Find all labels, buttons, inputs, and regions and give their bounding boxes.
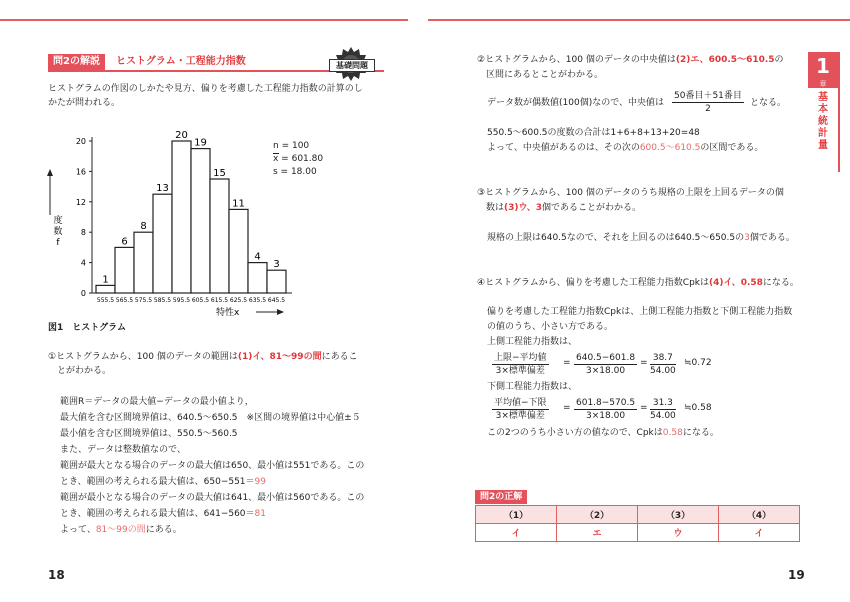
y-tick-label: 8 (80, 228, 86, 238)
range-line-2: 最大値を含む区間境界値は、640.5〜650.5 ※区間の境界値は中心値±５ (60, 413, 361, 423)
figure-caption: 図1 ヒストグラム (48, 323, 126, 333)
histogram-bar (248, 263, 267, 293)
range-line-1: 範囲R＝データの最大値−データの最小値より， (60, 397, 254, 407)
y-tick-label: 16 (75, 167, 86, 177)
chapter-tab (808, 52, 838, 88)
p3-line-3: 規格の上限は640.5なので、それを上回るのは640.5〜650.5の3個である。 (487, 233, 795, 243)
histogram-bar (134, 232, 153, 293)
x-tick-label: 625.5 (229, 297, 248, 304)
range-line-7: 範囲が最小となる場合のデータの最大値は641、最小値は560である。この (60, 493, 365, 503)
ylabel-char: f (56, 238, 60, 248)
item1-line-1: ①ヒストグラムから、100 個のデータの範囲は(1)イ、81〜99の間にあるこ (48, 352, 358, 362)
x-tick-label: 565.5 (115, 297, 134, 304)
lower-frac-3: $\frac{31.3}{54.00}$ (650, 398, 676, 421)
p2-naru: となる。 (750, 98, 787, 108)
badge-text: 基礎問題 (329, 59, 375, 72)
eq-1: = (563, 358, 571, 368)
eq-2: = (640, 358, 648, 368)
bar-value-label: 15 (213, 168, 226, 179)
answer-value-2: エ (557, 524, 638, 542)
top-rule-left (0, 19, 408, 21)
chapter-rule (838, 52, 840, 172)
p4-line-3: の値のうち、小さい方である。 (487, 322, 614, 332)
range-line-9: よって、81〜99の間にある。 (60, 525, 182, 535)
ylabel-char: 数 (53, 227, 63, 237)
answer-value-3: ウ (638, 524, 719, 542)
xlabel-arrowhead (277, 309, 284, 315)
histogram-bar (115, 247, 134, 293)
page-number-right: 19 (788, 568, 805, 582)
p4-line-2: 偏りを考慮した工程能力指数Cpkは、上側工程能力指数と下側工程能力指数 (487, 307, 793, 317)
p4-line-1: ④ヒストグラムから、偏りを考慮した工程能力指数Cpkは(4)イ、0.58になる。 (477, 278, 799, 288)
item1-line-2: とがわかる。 (57, 366, 112, 376)
p2-line-1: ②ヒストグラムから、100 個のデータの中央値は(2)エ、600.5〜610.5の (477, 55, 784, 65)
p4-upper-label: 上側工程能力指数は、 (487, 337, 578, 347)
range-line-5: 範囲が最大となる場合のデータの最大値は650、最小値は551である。この (60, 461, 365, 471)
answer-value-1: イ (476, 524, 557, 542)
eq-4: = (640, 403, 648, 413)
y-tick-label: 12 (75, 197, 86, 207)
page-number-left: 18 (48, 568, 65, 582)
x-tick-label: 575.5 (134, 297, 153, 304)
x-tick-label: 615.5 (210, 297, 229, 304)
p2-so: よって、中央値があるのは、その次の600.5〜610.5の区間である。 (487, 143, 764, 153)
histogram-bar (153, 194, 172, 293)
y-tick-label: 0 (80, 289, 86, 298)
stat-n: n = 100 (273, 141, 310, 151)
median-fraction: 50番目＋51番目 2 (674, 91, 742, 114)
upper-frac-3: $\frac{38.7}{54.00}$ (650, 353, 676, 376)
upper-result: ≒0.72 (684, 358, 712, 368)
answer-value-4: イ (719, 524, 800, 542)
p4-lower-label: 下側工程能力指数は、 (487, 382, 578, 392)
bar-value-label: 8 (140, 221, 147, 233)
stat-mean: x = 601.80 (273, 154, 324, 164)
lower-frac-1: 平均値−下限 3×標準偏差 (494, 398, 547, 421)
histogram-bar (191, 149, 210, 293)
answer-header-4: （4） (719, 506, 800, 524)
range-line-8: とき、範囲の考えられる最大値は、641−560＝81 (60, 509, 266, 519)
mean-bar (273, 153, 279, 154)
bar-value-label: 4 (254, 251, 261, 263)
x-tick-label: 605.5 (191, 297, 210, 304)
chapter-number: 1 (816, 54, 830, 78)
x-tick-label: 595.5 (172, 297, 191, 304)
basic-problem-badge (333, 46, 369, 82)
p2-sum: 550.5〜600.5の度数の合計は1+6+8+13+20=48 (487, 128, 700, 138)
answer-header-3: （3） (638, 506, 719, 524)
bar-value-label: 1 (102, 274, 109, 286)
x-tick-label: 555.5 (96, 297, 115, 304)
ylabel-char: 度 (53, 216, 63, 226)
p2-line-2: 区間にあるとことがわかる。 (486, 70, 604, 80)
chapter-suffix: 章 (819, 80, 827, 88)
x-tick-label: 645.5 (267, 297, 286, 304)
xlabel: 特性x (216, 308, 240, 318)
histogram-bar (172, 141, 191, 293)
range-line-3: 最小値を含む区間境界値は、550.5〜560.5 (60, 429, 238, 439)
intro-line-1: ヒストグラムの作図のしかたや見方、偏りを考慮した工程能力指数の計算のし (48, 84, 363, 94)
y-tick-label: 4 (80, 258, 86, 268)
upper-frac-1: 上限−平均値 3×標準偏差 (494, 353, 547, 376)
eq-3: = (563, 403, 571, 413)
lower-result: ≒0.58 (684, 403, 712, 413)
histogram-bar (267, 270, 286, 293)
intro-line-2: かたが問われる。 (48, 98, 121, 108)
lower-frac-2: $\frac{601.8-570.5}{3\times 18.00}$ (576, 398, 636, 421)
answer-table (475, 505, 800, 542)
x-tick-label: 635.5 (248, 297, 267, 304)
bar-value-label: 20 (175, 130, 188, 141)
histogram-bar (210, 179, 229, 293)
bar-value-label: 11 (232, 198, 245, 210)
section-title: ヒストグラム・工程能力指数 (116, 56, 246, 67)
histogram-bar (96, 285, 115, 293)
upper-frac-2: $\frac{640.5-601.8}{3\times 18.00}$ (576, 353, 636, 376)
answer-header-2: （2） (557, 506, 638, 524)
ylabel-arrowhead (47, 169, 53, 176)
y-tick-label: 20 (75, 137, 86, 146)
bar-value-label: 19 (194, 137, 207, 149)
range-line-4: また、データは整数値なので、 (60, 445, 186, 455)
p3-line-1: ③ヒストグラムから、100 個のデータのうち規格の上限を上回るデータの個 (477, 188, 784, 198)
bar-value-label: 13 (156, 183, 169, 195)
p2-even-text: データ数が偶数値(100個)なので、中央値は (487, 98, 665, 108)
bar-value-label: 6 (121, 236, 128, 248)
p3-line-2: 数は(3)ウ、3個であることがわかる。 (486, 203, 642, 213)
range-line-6: とき、範囲の考えられる最大値は、650−551＝99 (60, 477, 266, 487)
bar-value-label: 3 (273, 259, 280, 271)
stat-s: s = 18.00 (273, 167, 317, 177)
chapter-title: 基本統計量 (818, 92, 828, 151)
x-tick-label: 585.5 (153, 297, 172, 304)
answer-label: 問2の正解 (475, 490, 527, 504)
histogram-bar (229, 209, 248, 293)
answer-header-1: （1） (476, 506, 557, 524)
section-label: 問2の解説 (48, 54, 105, 70)
p4-conclusion: この2つのうち小さい方の値なので、Cpkは0.58になる。 (487, 428, 719, 438)
top-rule-right (428, 19, 850, 21)
